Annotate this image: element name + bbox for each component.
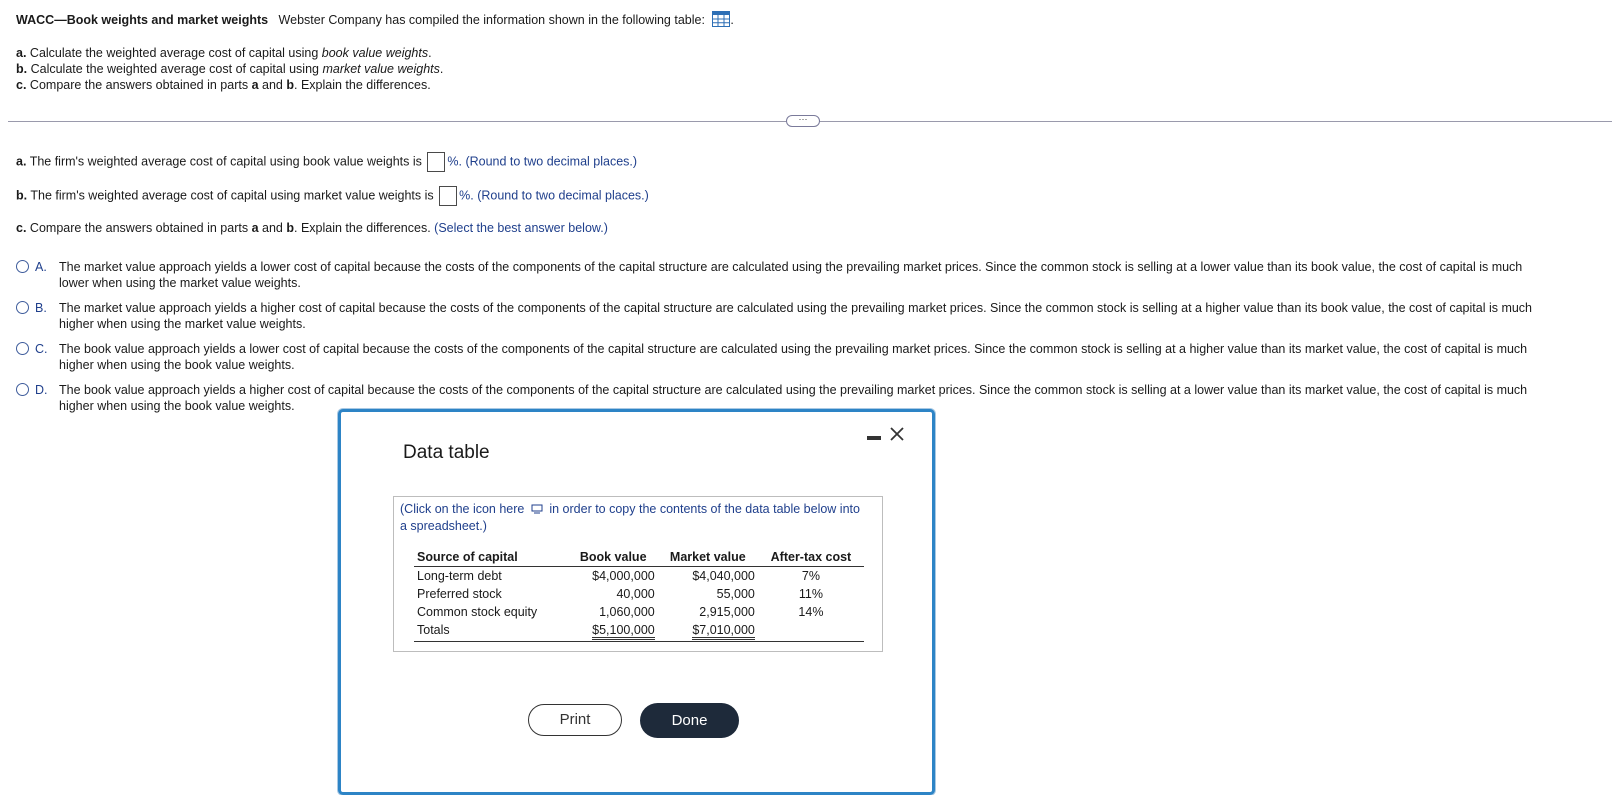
option-a-line-2: lower when using the market value weights. [59, 276, 301, 290]
task-list [16, 45, 443, 93]
table-row [414, 567, 864, 586]
task-b-text: Calculate the weighted average cost of capital using [30, 62, 319, 76]
task-c-part-a: a [251, 78, 259, 92]
header-source: Source of capital [414, 548, 569, 567]
cell-source: Totals [414, 621, 569, 642]
print-button[interactable]: Print [528, 704, 622, 736]
task-a-emphasis: book value weights [321, 46, 429, 60]
option-c-line-1: The book value approach yields a lower cost of capital because the costs of the components of the capital structure are calculated using the prevailing market prices. Since the common stock is selling at a higher value than its market value, the cost of capital is much [59, 342, 1528, 356]
task-c-text-end: . Explain the differences. [294, 78, 431, 92]
header-after-tax-cost: After-tax cost [758, 548, 864, 567]
task-b-emphasis: market value weights [322, 62, 440, 76]
task-b-label: b. [16, 62, 28, 76]
task-c-label: c. [16, 78, 27, 92]
cell-book-value-total [569, 621, 658, 642]
cell-book-value: 1,060,000 [599, 605, 655, 619]
option-c[interactable] [16, 341, 1601, 373]
header-market-value: Market value [658, 548, 758, 567]
market-value-total: $7,010,000 [692, 623, 755, 640]
data-table-dialog [338, 409, 935, 795]
option-b-letter: B. [35, 301, 47, 315]
question-b-suffix: %. [459, 188, 474, 203]
question-a-suffix: %. [447, 154, 462, 169]
question-c-hint: (Select the best answer below.) [434, 221, 608, 235]
copy-note-start: (Click on the icon here [400, 502, 525, 516]
task-b [16, 61, 443, 77]
cell-market-value: 2,915,000 [699, 605, 755, 619]
cell-market-value-total [658, 621, 758, 642]
cell-after-tax-cost: 11% [798, 587, 823, 601]
question-c [16, 221, 608, 235]
close-icon[interactable] [887, 424, 907, 444]
task-a-end: . [428, 46, 432, 60]
cell-market-value: 55,000 [716, 587, 755, 601]
option-b-line-1: The market value approach yields a higher cost of capital because the costs of the components of the capital structure are calculated using the prevailing market prices. Since the common stock is selling at a higher value than its book value, the cost of capital is much [59, 301, 1533, 315]
cell-after-tax-cost: 14% [798, 605, 824, 619]
option-c-line-2: higher when using the book value weights. [59, 358, 295, 372]
table-header-row [414, 548, 864, 567]
option-a-radio[interactable] [16, 260, 29, 273]
question-a-hint: (Round to two decimal places.) [465, 154, 638, 169]
cell-book-value: 40,000 [616, 587, 655, 601]
table-row-totals [414, 621, 864, 642]
header-book-value: Book value [569, 548, 658, 567]
data-table-grid-icon[interactable] [712, 11, 730, 30]
copy-note-end: in order to copy the contents of the data table below into a spreadsheet.) [400, 502, 860, 533]
option-a[interactable] [16, 259, 1601, 291]
problem-title: WACC—Book weights and market weights [16, 12, 269, 27]
question-b [16, 186, 649, 206]
task-c-text: Compare the answers obtained in parts [29, 78, 249, 92]
question-a-text: The firm's weighted average cost of capital using book value weights is [29, 154, 422, 169]
question-b-label: b. [16, 188, 28, 203]
table-row [414, 603, 864, 621]
option-b-radio[interactable] [16, 301, 29, 314]
cell-book-value: $4,000,000 [592, 569, 655, 583]
option-b[interactable] [16, 300, 1601, 332]
question-a [16, 152, 637, 172]
task-a-text: Calculate the weighted average cost of capital using [29, 46, 319, 60]
option-a-line-1: The market value approach yields a lower cost of capital because the costs of the components of the capital structure are calculated using the prevailing market prices. Since the common stock is selling at a lower value than its book value, the cost of capital is much [59, 260, 1523, 274]
cell-market-value: $4,040,000 [692, 569, 755, 583]
option-c-radio[interactable] [16, 342, 29, 355]
expand-button[interactable]: ··· [786, 115, 820, 127]
question-c-and: and [262, 221, 283, 235]
cell-after-tax-cost: 7% [801, 569, 820, 583]
option-d-letter: D. [35, 383, 48, 397]
task-b-end: . [439, 62, 444, 76]
capital-data-table [414, 548, 864, 642]
copy-instructions [400, 501, 870, 534]
problem-intro: Webster Company has compiled the information shown in the following table: [278, 12, 705, 27]
answer-b-input[interactable] [439, 186, 457, 206]
option-c-letter: C. [35, 342, 48, 356]
intro-period: . [730, 12, 734, 27]
option-d-line-1: The book value approach yields a higher cost of capital because the costs of the components of the capital structure are calculated using the prevailing market prices. Since the common stock is selling at a lower value than its market value, the cost of capital is much [59, 383, 1528, 397]
cell-source: Preferred stock [417, 587, 502, 601]
problem-header [16, 11, 734, 30]
data-table-panel [393, 496, 883, 652]
task-a [16, 45, 443, 61]
done-button[interactable]: Done [640, 703, 739, 738]
task-c [16, 77, 443, 93]
dialog-title: Data table [403, 442, 490, 463]
task-c-and: and [262, 78, 283, 92]
option-a-letter: A. [35, 260, 47, 274]
question-c-part-b: b [286, 221, 295, 235]
table-row [414, 585, 864, 603]
cell-source: Common stock equity [417, 605, 538, 619]
option-d-radio[interactable] [16, 383, 29, 396]
question-b-text: The firm's weighted average cost of capital using market value weights is [30, 188, 434, 203]
question-a-label: a. [16, 154, 27, 169]
minimize-icon[interactable] [867, 436, 881, 440]
answer-a-input[interactable] [427, 152, 445, 172]
question-c-part-a: a [251, 221, 259, 235]
question-c-text-end: . Explain the differences. [294, 221, 431, 235]
cell-after-tax-cost [758, 621, 864, 642]
copy-to-spreadsheet-icon[interactable] [531, 502, 543, 518]
task-c-part-b: b [286, 78, 295, 92]
book-value-total: $5,100,000 [592, 623, 655, 640]
question-b-hint: (Round to two decimal places.) [477, 188, 649, 203]
question-c-label: c. [16, 221, 27, 235]
option-b-line-2: higher when using the market value weights. [59, 317, 306, 331]
question-c-text: Compare the answers obtained in parts [29, 221, 249, 235]
task-a-label: a. [16, 46, 27, 60]
cell-source: Long-term debt [417, 569, 502, 583]
option-d-line-2: higher when using the book value weights. [59, 399, 295, 413]
